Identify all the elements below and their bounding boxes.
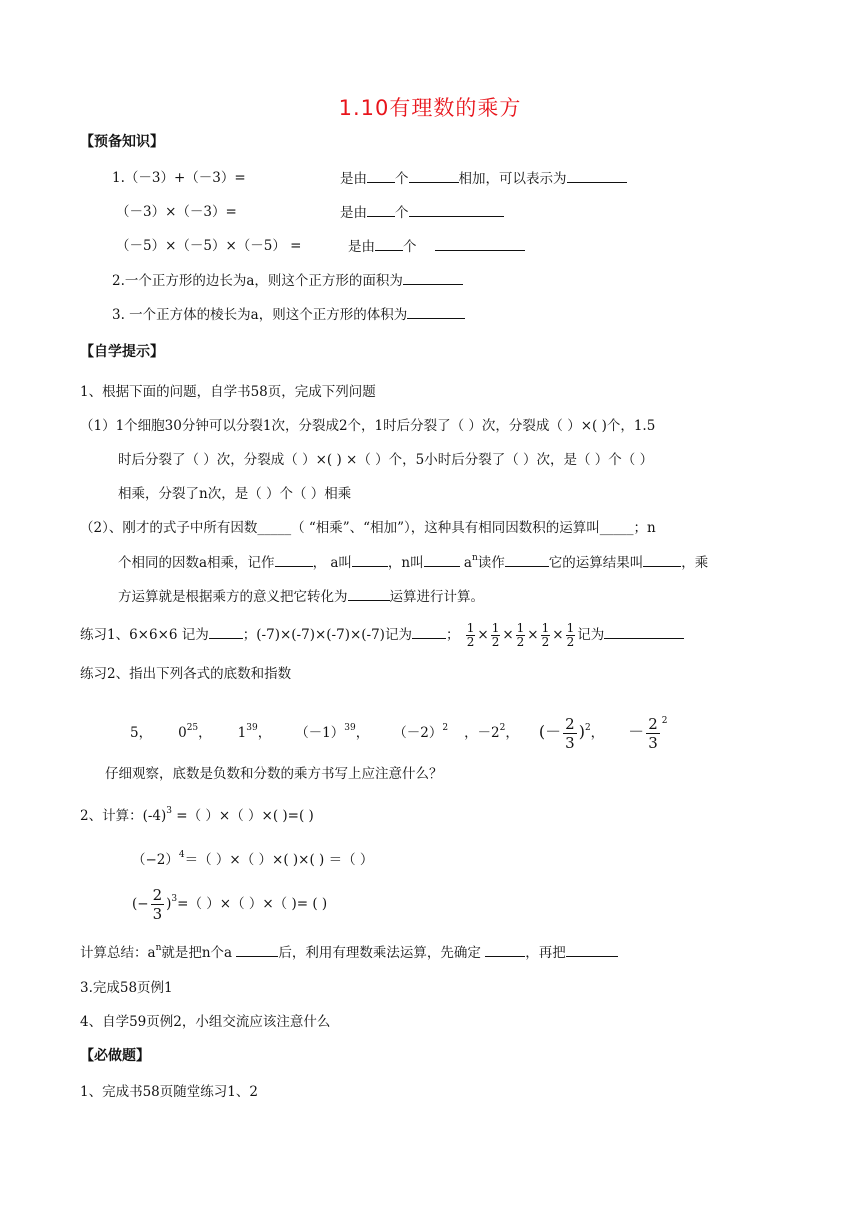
exercise-1: 练习1、6×6×6 记为 ；(-7)×(-7)×(-7)×(-7)记为 ； $\frac{1}{2}$ × $\frac{1}{2}$ × $\frac{1}{2}$ × $\frac{1}{2}$ × $\frac{1}{2}$ 记为 [80, 620, 684, 650]
blank[interactable] [409, 202, 504, 217]
blank[interactable] [236, 942, 278, 957]
calc-summary: 计算总结：$a^n$就是把n个a 后，利用有理数乘法运算，先确定 ，再把 [80, 942, 618, 963]
prep-q1a-expression: 1.（－3）+（－3）= [112, 170, 246, 186]
blank[interactable] [412, 624, 446, 639]
prep-q2: 2.一个正方形的边长为a，则这个正方形的面积为 [112, 270, 463, 291]
fraction-half: $\frac{1}{2}$ [566, 621, 575, 649]
self-p3-line2: 个相同的因数a相乘，记作 ， a叫 ，n叫 $a^n$读作 它的运算结果叫 ，乘 [118, 553, 709, 571]
blank[interactable] [348, 586, 390, 601]
section-heading-self-study: 【自学提示】 [80, 344, 164, 360]
blank[interactable] [424, 552, 460, 567]
self-p2-line3: 相乘，分裂了n次，是（ ）个（ ）相乘 [118, 486, 352, 502]
blank[interactable] [604, 624, 684, 639]
blank[interactable] [375, 236, 403, 251]
calc-line-3: (− $\frac{2}{3}$ )$^3$=（ ）×（ ）×（ )= ( ) [132, 886, 328, 923]
blank[interactable] [485, 942, 525, 957]
self-p3-line3: 方运算就是根据乘方的意义把它转化为 运算进行计算。 [118, 586, 484, 607]
fraction-two-thirds: $\frac{2}{3}$ [152, 886, 163, 923]
section-heading-must-do: 【必做题】 [80, 1048, 150, 1064]
prep-q1c-blanks: 是由 个 [348, 236, 525, 257]
calc-line-1: 2、计算：$(-4)^3$ =（ ）×（ ）×( )=( ) [80, 806, 314, 824]
prep-q1b-blanks: 是由 个 [340, 202, 504, 223]
blank[interactable] [567, 168, 627, 183]
self-p1: 1、根据下面的问题，自学书58页，完成下列问题 [80, 384, 376, 400]
blank[interactable] [566, 942, 618, 957]
fraction-half: $\frac{1}{2}$ [541, 621, 550, 649]
section-heading-prep: 【预备知识】 [80, 134, 164, 150]
fraction-half: $\frac{1}{2}$ [491, 621, 500, 649]
fraction-two-thirds: $\frac{2}{3}$ [648, 715, 658, 752]
calc-line-2: $(-2)^4=$（ ）×（ ）×( )×( ) ＝（ ） [132, 850, 374, 868]
blank[interactable] [407, 304, 465, 319]
blank[interactable] [275, 552, 313, 567]
prep-q1b-expression: （－3）×（－3）= [116, 204, 237, 220]
blank[interactable] [643, 552, 681, 567]
self-p3-line1: （2）、刚才的式子中所有因数_____（ “相乘”、“相加”），这种具有相同因数积的运算叫_____；n [80, 520, 656, 536]
fraction-two-thirds: $\frac{2}{3}$ [565, 715, 575, 752]
prep-q3: 3. 一个正方体的棱长为a，则这个正方形的体积为 [112, 304, 465, 325]
exercise-2-heading: 练习2、指出下列各式的底数和指数 [80, 666, 292, 682]
prep-q1c-expression: （－5）×（－5）×（－5） = [116, 238, 302, 254]
blank[interactable] [209, 624, 243, 639]
fraction-half: $\frac{1}{2}$ [516, 621, 525, 649]
item-5: 5， [130, 725, 153, 741]
blank[interactable] [367, 202, 395, 217]
must-p1: 1、完成书58页随堂练习1、2 [80, 1084, 258, 1100]
fraction-half: $\frac{1}{2}$ [466, 621, 475, 649]
observe-question: 仔细观察，底数是负数和分数的乘方书写上应注意什么？ [105, 766, 443, 782]
blank[interactable] [367, 168, 395, 183]
self-p5: 4、自学59页例2，小组交流应该注意什么 [80, 1014, 331, 1030]
page-title: 1.10有理数的乘方 [338, 96, 522, 120]
blank[interactable] [409, 168, 459, 183]
blank[interactable] [505, 552, 549, 567]
self-p2-line1: （1）1个细胞30分钟可以分裂1次，分裂成2个，1时后分裂了（ ）次，分裂成（ ）×( )个，1.5 [80, 418, 656, 434]
exercise-2-items: 5， $0^{25}$， $1^{39}$， $(-1)^{39}$， $(-2)^2$ ，$-2^2$， (－ $\frac{2}{3}$ )$^2$， － $\frac{2}{3}$ $^2$ [130, 715, 668, 752]
blank[interactable] [435, 236, 525, 251]
blank[interactable] [352, 552, 388, 567]
self-p4: 3.完成58页例1 [80, 980, 173, 996]
blank[interactable] [403, 270, 463, 285]
prep-q1a-blanks: 是由 个 相加，可以表示为 [340, 168, 627, 189]
self-p2-line2: 时后分裂了（ ）次，分裂成（ ）×( ) ×（ ）个，5小时后分裂了（ ）次，是（ ）个（ ） [118, 452, 654, 468]
